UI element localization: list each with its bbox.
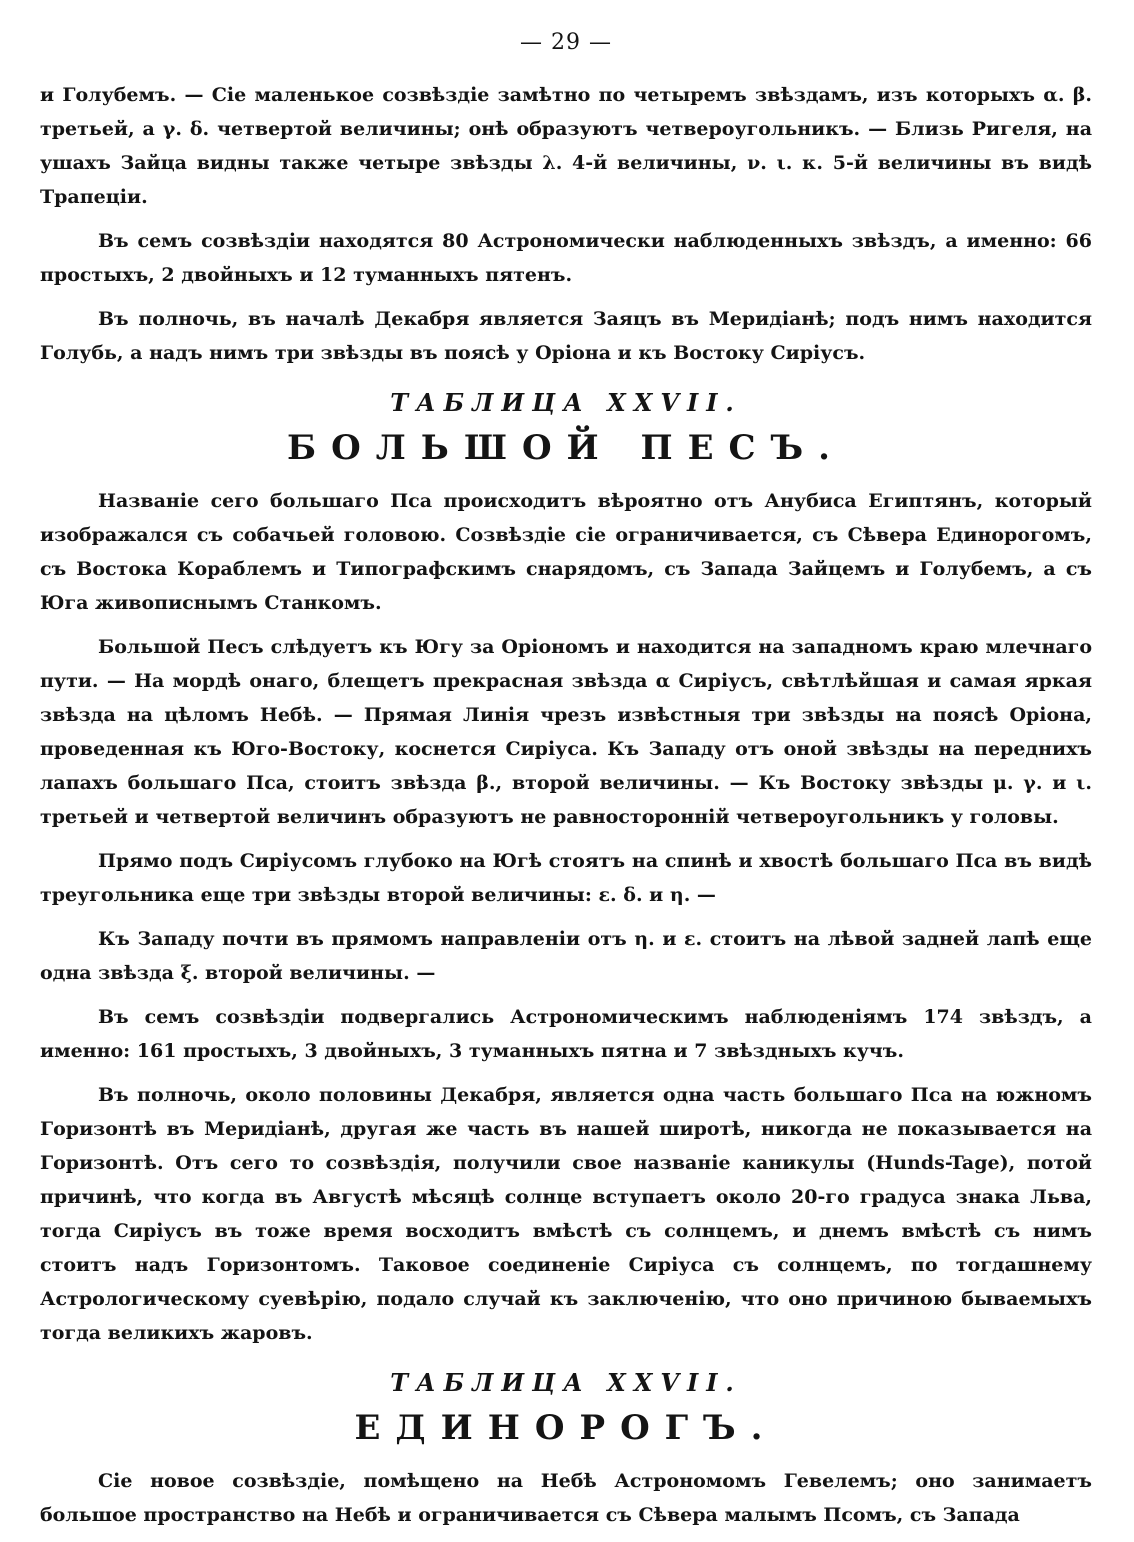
page-number: — 29 —: [520, 30, 612, 55]
table-label: ТАБЛИЦА XXVII.: [390, 388, 742, 417]
paragraph: Въ семъ созвѣздіи подвергались Астрономическимъ наблюденіямъ 174 звѣздъ, а именно: 161 простыхъ, 3 двойныхъ, 3 туманныхъ пятна и 7 звѣздныхъ кучъ.: [40, 1006, 1092, 1062]
paragraph: Сіе новое созвѣздіе, помѣщено на Небѣ Астрономомъ Гевелемъ; оно занимаетъ большое пространство на Небѣ и ограничивается съ Сѣвера малымъ Псомъ, съ Запада: [40, 1470, 1092, 1526]
paragraph: Въ полночь, въ началѣ Декабря является Заяцъ въ Меридіанѣ; подъ нимъ находится Голубь, а надъ нимъ три звѣзды въ поясѣ у Оріона и къ Востоку Сиріусъ.: [40, 308, 1092, 364]
section-title: БОЛЬШОЙ ПЕСЪ.: [287, 428, 845, 468]
paragraph: Большой Песъ слѣдуетъ къ Югу за Оріономъ и находится на западномъ краю млечнаго пути. — На мордѣ онаго, блещетъ прекрасная звѣзда α Сиріусъ, свѣтлѣйшая и самая яркая звѣзда на цѣломъ Небѣ. — Прямая Линія чрезъ извѣстныя три звѣзды на поясѣ Оріона, проведенная къ Юго-Востоку, коснется Сиріуса. Къ Западу отъ оной звѣзды на переднихъ лапахъ большаго Пса, стоитъ звѣзда β., второй величины. — Къ Востоку звѣзды μ. γ. и ι. третьей и четвертой величинъ образуютъ не равносторонній четвероугольникъ у головы.: [40, 636, 1092, 828]
paragraph-continued: и Голубемъ. — Сіе маленькое созвѣздіе замѣтно по четыремъ звѣздамъ, изъ которыхъ α. β. третьей, а γ. δ. четвертой величины; онѣ образуютъ четвероугольникъ. — Близь Ригеля, на ушахъ Зайца видны также четыре звѣзды λ. 4-й величины, ν. ι. κ. 5-й величины въ видѣ Трапеціи.: [40, 84, 1092, 208]
paragraph: Прямо подъ Сиріусомъ глубоко на Югѣ стоятъ на спинѣ и хвостѣ большаго Пса въ видѣ треугольника еще три звѣзды второй величины: ε. δ. и η. —: [40, 850, 1092, 906]
table-label: ТАБЛИЦА XXVII.: [390, 1368, 742, 1397]
paragraph: Къ Западу почти въ прямомъ направленіи отъ η. и ε. стоитъ на лѣвой задней лапѣ еще одна звѣзда ξ. второй величины. —: [40, 928, 1092, 984]
section-title: ЕДИНОРОГЪ.: [354, 1408, 778, 1448]
paragraph: Въ полночь, около половины Декабря, является одна часть большаго Пса на южномъ Горизонтѣ въ Меридіанѣ, другая же часть въ нашей широтѣ, никогда не показывается на Горизонтѣ. Отъ сего то созвѣздія, получили свое названіе каникулы (Hunds-Tage), потой причинѣ, что когда въ Августѣ мѣсяцѣ солнце вступаетъ около 20-го градуса знака Льва, тогда Сиріусъ въ тоже время восходитъ вмѣстѣ съ солнцемъ, и днемъ вмѣстѣ съ нимъ стоитъ надъ Горизонтомъ. Таковое соединеніе Сиріуса съ солнцемъ, по тогдашнему Астрологическому суевѣрію, подало случай къ заключенію, что оно причиною бываемыхъ тогда великихъ жаровъ.: [40, 1084, 1092, 1344]
paragraph: Названіе сего большаго Пса происходитъ вѣроятно отъ Анубиса Египтянъ, который изображался съ собачьей головою. Созвѣздіе сіе ограничивается, съ Сѣвера Единорогомъ, съ Востока Кораблемъ и Типографскимъ снарядомъ, съ Запада Зайцемъ и Голубемъ, а съ Юга живописнымъ Станкомъ.: [40, 490, 1092, 614]
document-page: [40, 0, 1092, 1542]
paragraph: Въ семъ созвѣздіи находятся 80 Астрономически наблюденныхъ звѣздъ, а именно: 66 простыхъ, 2 двойныхъ и 12 туманныхъ пятенъ.: [40, 230, 1092, 286]
